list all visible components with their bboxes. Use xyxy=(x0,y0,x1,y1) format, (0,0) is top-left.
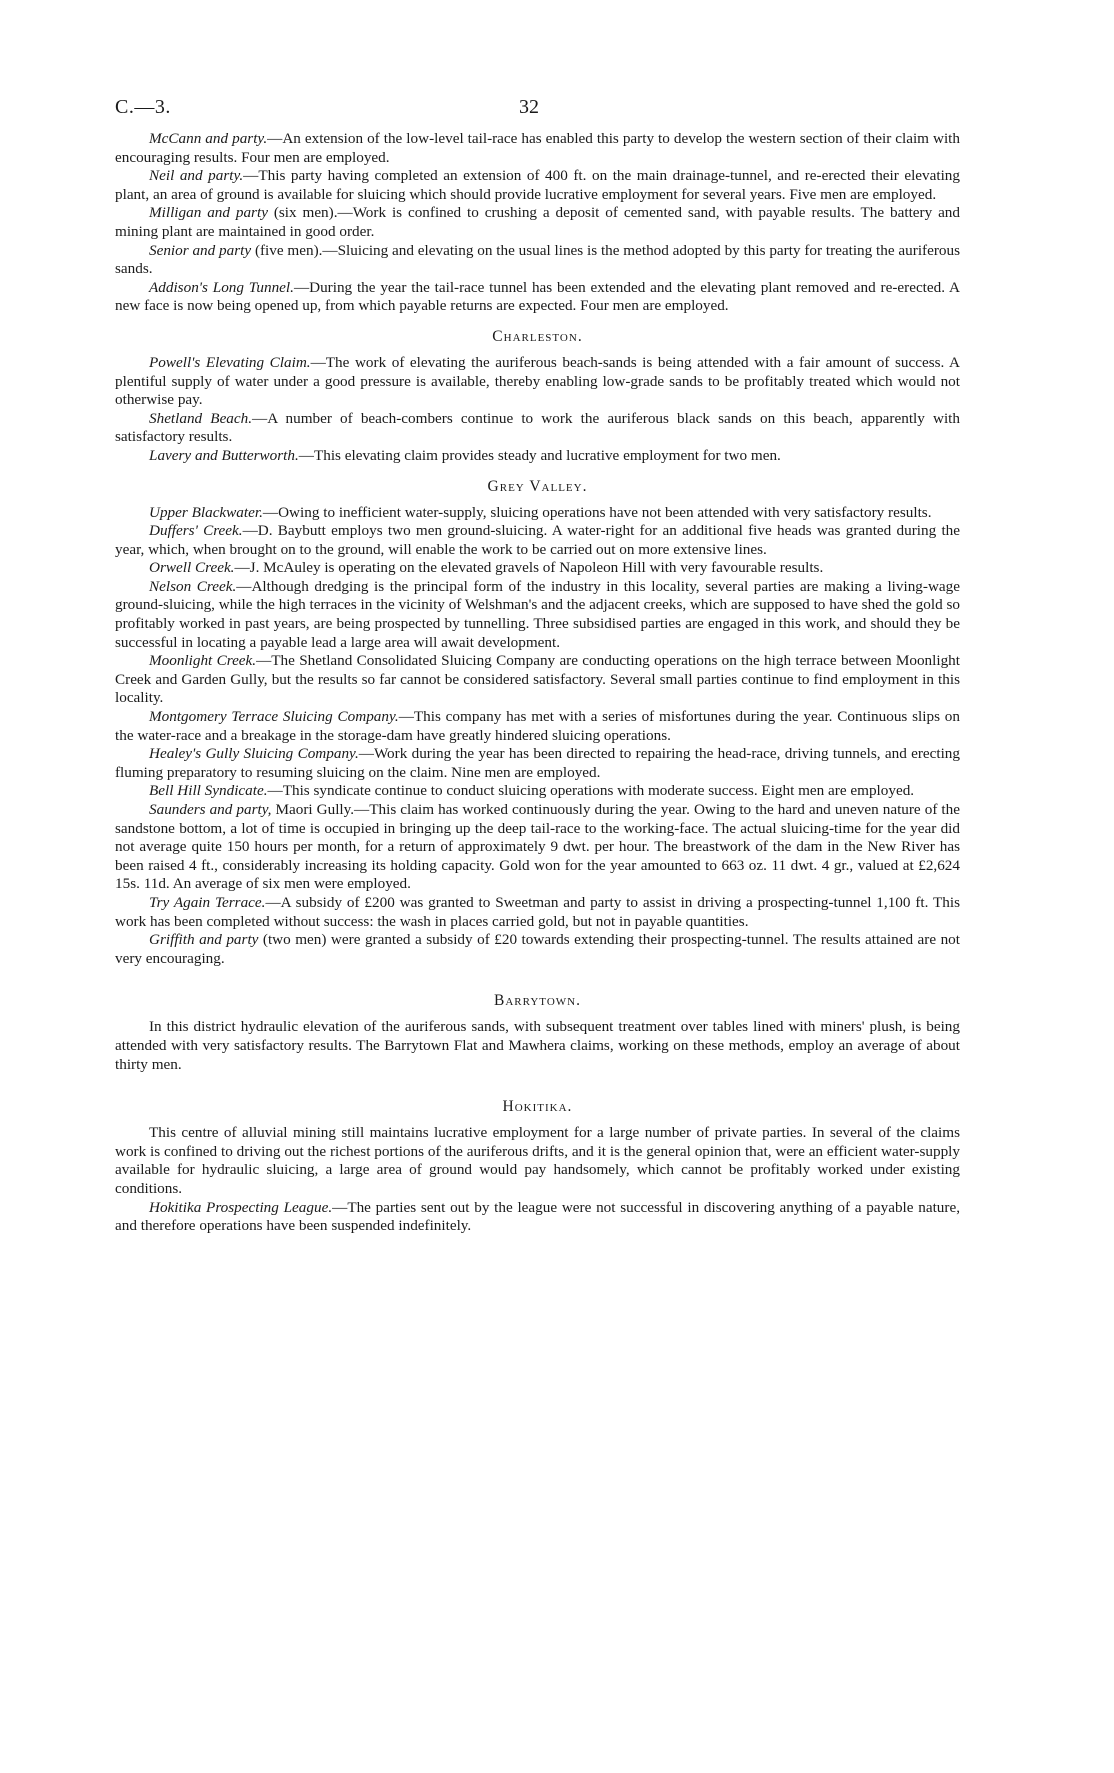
paragraph xyxy=(115,1124,960,1198)
paragraph-lead: Hokitika Prospecting League. xyxy=(149,1198,333,1216)
paragraph-lead: Senior and party xyxy=(149,241,252,259)
paragraph-lead: Shetland Beach. xyxy=(149,409,253,427)
paragraph-lead: Moonlight Creek. xyxy=(149,652,257,670)
paragraph-text: —The work of elevating the auriferous beach-sands is being attended with a fair amount of success. A plentiful supply of water under a good pressure is available, thereby enabling low-grade sands to be profitably treated which would not otherwise pay. xyxy=(115,353,961,409)
paragraph xyxy=(115,652,960,708)
paragraph xyxy=(115,130,960,167)
paragraph-text: —Owing to inefficient water-supply, sluicing operations have not been attended with very satisfactory results. xyxy=(262,503,932,521)
paragraph-text: —This elevating claim provides steady and lucrative employment for two men. xyxy=(298,446,781,464)
page-header xyxy=(115,96,960,130)
paragraph-text: Maori Gully.—This claim has worked continuously during the year. Owing to the hard and uneven nature of the sandstone bottom, a lot of time is occupied in bringing up the deep tail-race to the working-face. The actual sluicing-time for the year did not average quite 150 hours per month, for a return of approximately 9 dwt. per hour. The breastwork of the dam in the New River has been raised 4 ft., considerably increasing its holding capacity. Gold won for the year amounted to 663 oz. 11 dwt. 4 gr., valued at £2,624 15s. 11d. An average of six men were employed. xyxy=(115,801,960,893)
section-heading: Hokitika. xyxy=(502,1098,573,1116)
paragraph-lead: Neil and party. xyxy=(149,167,244,185)
paragraph-text: —During the year the tail-race tunnel has been extended and the elevating plant removed and re-erected. A new face is now being opened up, from which payable returns are expected. Four men are employed. xyxy=(115,278,960,315)
paragraph-text: —The parties sent out by the league were not successful in discovering anything of a payable nature, and therefore operations have been suspended indefinitely. xyxy=(115,1198,960,1235)
paragraph xyxy=(115,522,960,559)
paragraph-lead: Lavery and Butterworth. xyxy=(149,446,299,464)
paragraph xyxy=(115,801,960,894)
paragraph-lead: Griffith and party xyxy=(149,931,259,949)
paragraph-lead: Healey's Gully Sluicing Company. xyxy=(149,745,359,763)
paragraph xyxy=(115,242,960,279)
paragraph-lead: Milligan and party xyxy=(149,204,268,222)
paragraph-lead: Powell's Elevating Claim. xyxy=(149,353,311,371)
paragraph-text: —A number of beach-combers continue to work the auriferous black sands on this beach, apparently with satisfactory results. xyxy=(115,409,960,446)
paragraph-text: —This company has met with a series of misfortunes during the year. Continuous slips on the water-race and a breakage in the storage-dam have greatly hindered sluicing operations. xyxy=(115,708,960,744)
paragraph-text: —A subsidy of £200 was granted to Sweetman and party to assist in driving a prospecting-tunnel 1,100 ft. This work has been completed without success: the wash in places carried gold, but not in payable quantities. xyxy=(115,893,960,930)
paragraph xyxy=(115,708,960,745)
paragraph-lead: Addison's Long Tunnel. xyxy=(149,278,294,296)
paragraph-lead: Nelson Creek. xyxy=(149,577,237,595)
paragraph-lead: Montgomery Terrace Sluicing Company. xyxy=(149,708,399,726)
paragraph xyxy=(115,1199,960,1236)
paragraph xyxy=(115,894,960,931)
paragraph xyxy=(115,782,960,801)
paragraph xyxy=(115,279,960,316)
paragraph xyxy=(115,559,960,578)
document-reference: C.—3. xyxy=(115,96,171,118)
paragraph-text: —An extension of the low-level tail-race has enabled this party to develop the western section of their claim with encouraging results. Four men are employed. xyxy=(115,130,960,166)
paragraph-lead: Duffers' Creek. xyxy=(149,522,243,540)
paragraph-text: In this district hydraulic elevation of the auriferous sands, with subsequent treatment over tables lined with miners' plush, is being attended with very satisfactory results. The Barrytown Flat and Mawhera claims, working on these methods, employ an average of about thirty men. xyxy=(115,1018,960,1073)
section-heading: Charleston. xyxy=(492,327,583,345)
paragraph-text: —D. Baybutt employs two men ground-sluicing. A water-right for an additional five heads was granted during the year, which, when brought on to the ground, will enable the work to be carried out on more extensive lines. xyxy=(115,522,961,558)
paragraph xyxy=(115,504,960,523)
paragraph-text: —J. McAuley is operating on the elevated gravels of Napoleon Hill with very favourable results. xyxy=(234,559,824,577)
paragraph xyxy=(115,354,960,410)
paragraph xyxy=(115,447,960,466)
paragraph-text: —This syndicate continue to conduct sluicing operations with moderate success. Eight men are employed. xyxy=(267,782,915,800)
paragraph-lead: Try Again Terrace. xyxy=(149,893,266,911)
paragraph-text: —Work during the year has been directed to repairing the head-race, driving tunnels, and erecting fluming preparatory to resuming sluicing on the claim. Nine men are employed. xyxy=(115,745,960,781)
paragraph-text: (five men).—Sluicing and elevating on the usual lines is the method adopted by this party for treating the auriferous sands. xyxy=(115,241,960,278)
paragraph xyxy=(115,578,960,652)
paragraph xyxy=(115,931,960,968)
document-body xyxy=(115,130,960,1236)
paragraph xyxy=(115,167,960,204)
paragraph-text: —This party having completed an extension of 400 ft. on the main drainage-tunnel, and re-erected their elevating plant, an area of ground is available for sluicing which should provide lucrative employment for several years. Five men are employed. xyxy=(115,167,960,203)
paragraph-text: —The Shetland Consolidated Sluicing Company are conducting operations on the high terrace between Moonlight Creek and Garden Gully, but the results so far cannot be considered satisfactory. Several small parties continue to find employment in this locality. xyxy=(115,652,960,707)
paragraph-lead: Upper Blackwater. xyxy=(149,503,263,521)
paragraph xyxy=(115,1018,960,1074)
paragraph xyxy=(115,204,960,241)
page-number: 32 xyxy=(519,96,539,118)
paragraph xyxy=(115,410,960,447)
paragraph-lead: Saunders and party, xyxy=(149,801,272,818)
paragraph-lead: McCann and party. xyxy=(149,130,268,147)
paragraph-text: (two men) were granted a subsidy of £20 towards extending their prospecting-tunnel. The results attained are not very encouraging. xyxy=(115,931,960,967)
section-heading: Barrytown. xyxy=(494,992,581,1010)
paragraph-text: (six men).—Work is confined to crushing a deposit of cemented sand, with payable results. The battery and mining plant are maintained in good order. xyxy=(115,204,960,240)
section-heading: Grey Valley. xyxy=(487,477,588,495)
paragraph xyxy=(115,745,960,782)
paragraph-text: This centre of alluvial mining still maintains lucrative employment for a large number of private parties. In several of the claims work is confined to driving out the richest portions of the auriferous drifts, and it is the general opinion that, were an efficient water-supply available for hydraulic sluicing, a large area of ground would pay handsomely, which cannot be profitably worked under existing conditions. xyxy=(115,1124,960,1197)
paragraph-lead: Orwell Creek. xyxy=(149,559,235,577)
document-page xyxy=(115,96,960,1236)
paragraph-lead: Bell Hill Syndicate. xyxy=(149,782,268,800)
paragraph-text: —Although dredging is the principal form of the industry in this locality, several parties are making a living-wage ground-sluicing, while the high terraces in the vicinity of Welshman's and the adjacent creeks, which are supposed to have shed the gold so profitably worked in past years, are being prospected by tunnelling. Three subsidised parties are engaged in this work, and should they be successful in locating a payable lead a large area will await development. xyxy=(115,577,961,651)
